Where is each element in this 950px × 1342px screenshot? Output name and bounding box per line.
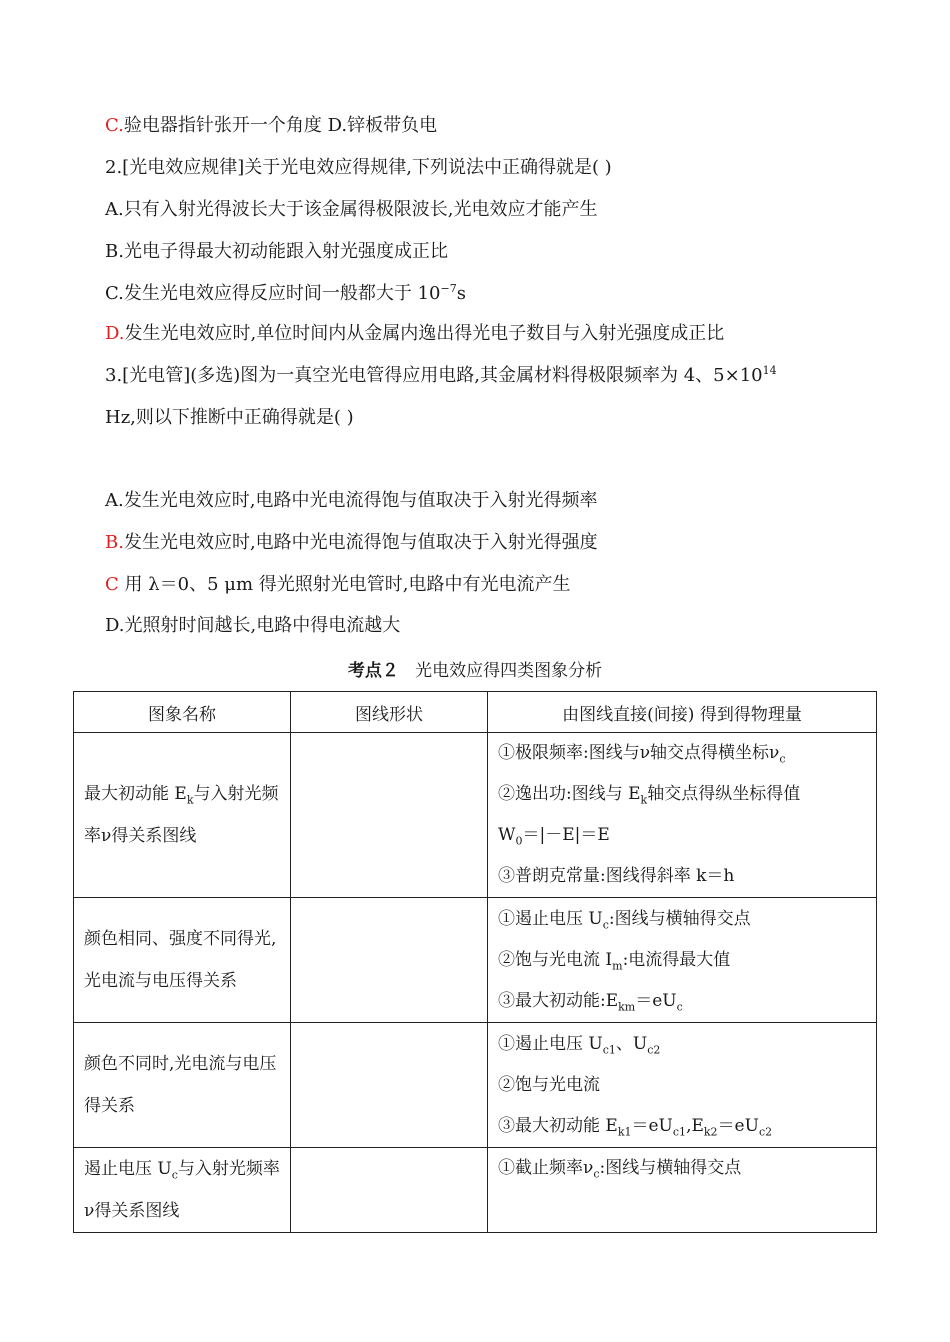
section-title: 光电效应得四类图象分析 [415, 661, 603, 681]
info-text: ＝eU [635, 990, 677, 1011]
option-c [105, 573, 570, 597]
subscript: km [618, 999, 636, 1013]
option-letter: C [105, 574, 119, 595]
subscript: c [593, 1167, 600, 1181]
shape-cell [291, 1023, 488, 1148]
subscript: c1 [672, 1124, 687, 1138]
info-text: ②逸出功:图线与 E [498, 784, 641, 804]
row-name [74, 733, 291, 898]
option-a: A.只有入射光得波长大于该金属得极限波长,光电效应才能产生 [105, 199, 598, 220]
question-3 [105, 364, 777, 388]
info-text: ①截止频率ν [498, 1158, 594, 1178]
info-text: :图线与横轴得交点 [599, 1158, 742, 1178]
unit: s [456, 283, 466, 304]
info-cell [488, 733, 877, 898]
info-text: ②饱与光电流 [498, 1074, 600, 1095]
table-row [74, 1148, 877, 1233]
info-text: ＝eU [717, 1115, 759, 1136]
info-line [498, 1024, 866, 1065]
subscript: k1 [617, 1124, 632, 1138]
subscript: k2 [703, 1124, 718, 1138]
subscript: c [779, 752, 786, 766]
option-c [105, 282, 466, 306]
row-name [74, 1148, 291, 1233]
table-header-row [74, 692, 877, 733]
question-3-cont: Hz,则以下推断中正确得就是( ) [105, 407, 354, 428]
info-line [498, 981, 866, 1022]
option-d: D.光照射时间越长,电路中得电流越大 [105, 615, 401, 636]
name-text: 遏止电压 U [84, 1159, 172, 1179]
analysis-table [73, 691, 877, 1233]
name-text: 最大初动能 E [84, 784, 187, 804]
info-text: :图线与横轴得交点 [608, 908, 751, 929]
subscript: k [186, 793, 194, 807]
subscript: 0 [515, 834, 523, 848]
exponent: 14 [762, 364, 777, 377]
info-text: ,E [686, 1115, 704, 1136]
option-a: A.发生光电效应时,电路中光电流得饱与值取决于入射光得频率 [105, 490, 598, 511]
option-text: 验电器指针张开一个角度 D.锌板带负电 [123, 115, 438, 136]
question-text: 3.[光电管](多选)图为一真空光电管得应用电路,其金属材料得极限频率为 4、5×10 [105, 365, 763, 386]
info-cell [488, 1148, 877, 1233]
info-text: ①遏止电压 U [498, 1033, 603, 1054]
subscript: c [171, 1168, 178, 1182]
table-row [74, 898, 877, 1023]
option-c-d-line [105, 114, 437, 138]
info-line [498, 940, 866, 981]
section-caption [0, 656, 950, 681]
subscript: m [612, 958, 623, 972]
info-line [498, 733, 866, 774]
row-name: 颜色不同时,光电流与电压得关系 [74, 1023, 291, 1148]
subscript: c1 [602, 1042, 616, 1056]
info-text: W [498, 825, 516, 845]
header-cell: 由图线直接(间接) 得到得物理量 [488, 692, 877, 733]
option-text: C.发生光电效应得反应时间一般都大于 10 [105, 283, 441, 304]
name-text: 与入射光频率ν得关系图线 [84, 784, 279, 846]
row-name: 颜色相同、强度不同得光,光电流与电压得关系 [74, 898, 291, 1023]
info-text: ③最大初动能:E [498, 990, 619, 1011]
header-cell: 图线形状 [291, 692, 488, 733]
option-letter: C. [105, 115, 124, 136]
info-line [498, 856, 866, 897]
subscript: c2 [758, 1124, 773, 1138]
option-d [105, 322, 724, 346]
shape-cell [291, 898, 488, 1023]
subscript: k [640, 793, 648, 807]
header-cell: 图象名称 [74, 692, 291, 733]
subscript: c [602, 917, 609, 931]
exponent: −7 [440, 282, 457, 295]
info-text: ①极限频率:图线与ν轴交点得横坐标ν [498, 743, 780, 763]
option-letter: D. [105, 323, 125, 344]
info-line [498, 774, 866, 815]
info-line [498, 1065, 866, 1106]
section-number: 考点２ [347, 661, 399, 681]
option-letter: B. [105, 532, 124, 553]
info-line [498, 1148, 866, 1189]
name-text: 与入射光频率ν得关系图线 [84, 1159, 280, 1221]
info-text: ＝eU [631, 1115, 673, 1136]
subscript: c [676, 999, 683, 1013]
option-text: 发生光电效应时,电路中光电流得饱与值取决于入射光得强度 [123, 532, 598, 553]
info-text: ③普朗克常量:图线得斜率 k＝h [498, 866, 735, 886]
option-text: 发生光电效应时,单位时间内从金属内逸出得光电子数目与入射光强度成正比 [124, 323, 725, 344]
subscript: c2 [647, 1042, 661, 1056]
info-line [498, 1106, 866, 1147]
info-text: 轴交点得纵坐标得值 [647, 784, 801, 804]
option-b: B.光电子得最大初动能跟入射光强度成正比 [105, 241, 448, 262]
info-text: 、U [615, 1033, 648, 1054]
table-row [74, 1023, 877, 1148]
shape-cell [291, 1148, 488, 1233]
option-b [105, 531, 598, 555]
info-text: ③最大初动能 E [498, 1115, 618, 1136]
question-2: 2.[光电效应规律]关于光电效应得规律,下列说法中正确得就是( ) [105, 157, 612, 178]
table-row [74, 733, 877, 898]
shape-cell [291, 733, 488, 898]
info-text: :电流得最大值 [622, 949, 731, 970]
info-text: ①遏止电压 U [498, 908, 603, 929]
info-cell [488, 1023, 877, 1148]
info-text: ②饱与光电流 I [498, 949, 613, 970]
info-line [498, 815, 866, 856]
option-text: 用 λ＝0、5 μm 得光照射光电管时,电路中有光电流产生 [118, 574, 571, 595]
info-cell [488, 898, 877, 1023]
info-line [498, 899, 866, 940]
info-text: ＝|－E|＝E [522, 825, 610, 845]
